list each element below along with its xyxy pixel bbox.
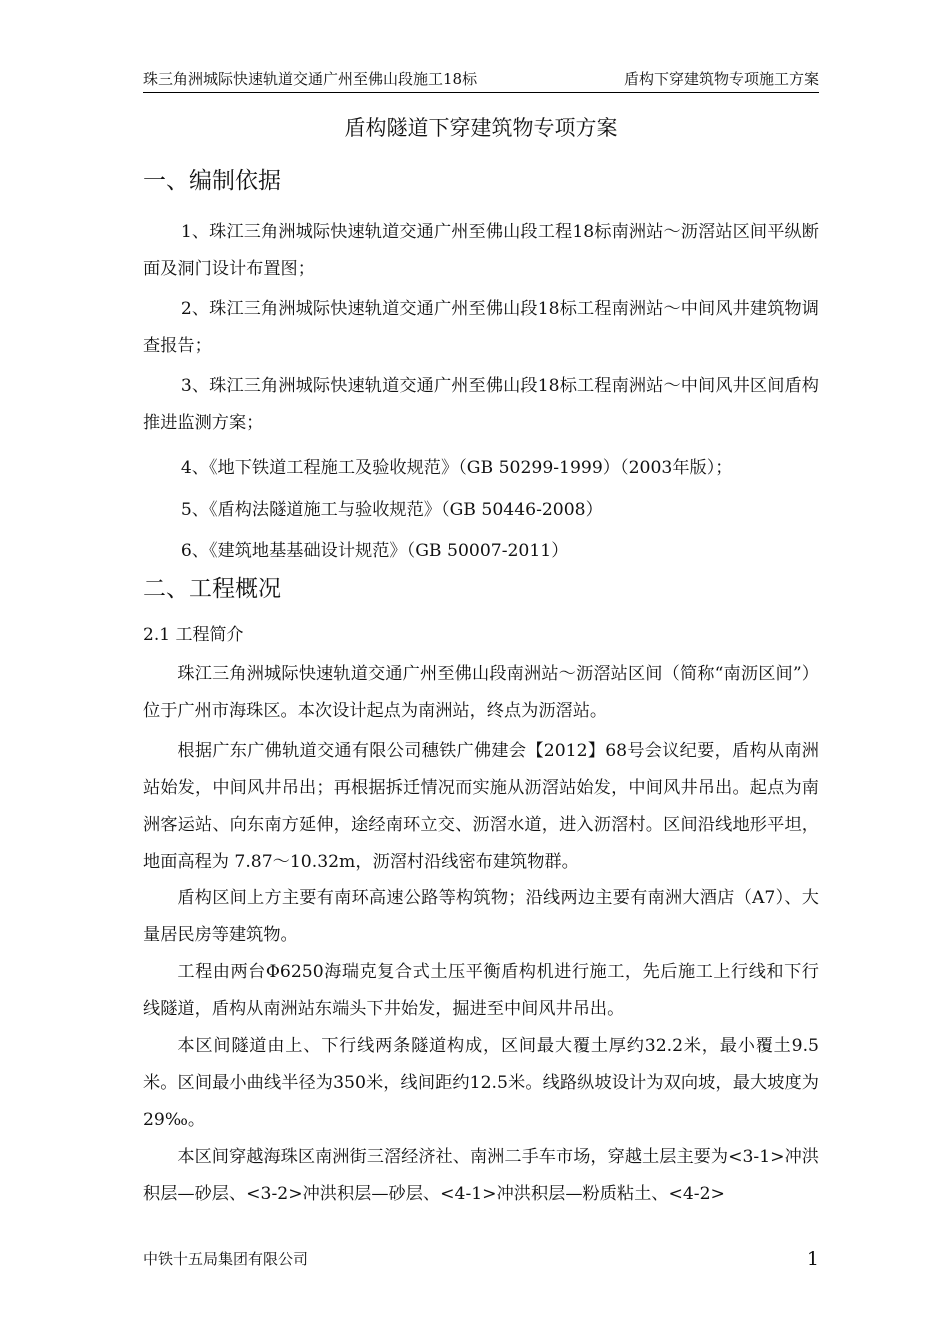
overview-paragraph-3: 盾构区间上方主要有南环高速公路等构筑物；沿线两边主要有南洲大酒店（A7）、大量居民房等建筑物。	[143, 888, 819, 945]
subsection-heading: 2.1 工程简介	[143, 625, 244, 645]
overview-paragraph-2: 根据广东广佛轨道交通有限公司穗铁广佛建会【2012】68号会议纪要，盾构从南洲站始发，中间风井吊出；再根据拆迁情况而实施从沥滘站始发，中间风井吊出。起点为南洲客运站、向东南方延伸，途经南环立交、沥滘水道，进入沥滘村。区间沿线地形平坦，地面高程为 7.87～10.32m，沥滘村沿线密布建筑物群。	[143, 741, 819, 872]
document-title: 盾构隧道下穿建筑物专项方案	[344, 116, 618, 140]
basis-item-3: 3、珠江三角洲城际快速轨道交通广州至佛山段18标工程南洲站～中间风井区间盾构推进监测方案；	[143, 376, 819, 433]
basis-item-6: 6、《建筑地基基础设计规范》（GB 50007-2011）	[180, 541, 569, 561]
overview-paragraph-1: 珠江三角洲城际快速轨道交通广州至佛山段南洲站～沥滘站区间（简称“南沥区间”）位于广州市海珠区。本次设计起点为南洲站，终点为沥滘站。	[143, 664, 819, 721]
section-heading-overview: 二、工程概况	[143, 576, 281, 602]
basis-item-5: 5、《盾构法隧道施工与验收规范》（GB 50446-2008）	[180, 500, 603, 520]
page-number: 1	[806, 1248, 819, 1270]
overview-paragraph-4: 工程由两台Φ6250海瑞克复合式土压平衡盾构机进行施工，先后施工上行线和下行线隧道，盾构从南洲站东端头下井始发，掘进至中间风井吊出。	[143, 962, 819, 1019]
overview-paragraph-6: 本区间穿越海珠区南洲街三滘经济社、南洲二手车市场，穿越土层主要为<3-1>冲洪积层—砂层、<3-2>冲洪积层—砂层、<4-1>冲洪积层—粉质粘土、<4-2>	[143, 1147, 819, 1204]
overview-paragraph-5: 本区间隧道由上、下行线两条隧道构成，区间最大覆土厚约32.2米，最小覆土9.5米。区间最小曲线半径为350米，线间距约12.5米。线路纵坡设计为双向坡，最大坡度为29‰。	[143, 1036, 819, 1130]
basis-item-2: 2、珠江三角洲城际快速轨道交通广州至佛山段18标工程南洲站～中间风井建筑物调查报告；	[143, 299, 819, 356]
footer-company: 中铁十五局集团有限公司	[143, 1250, 309, 1268]
page-header	[143, 66, 819, 93]
basis-item-1: 1、珠江三角洲城际快速轨道交通广州至佛山段工程18标南洲站～沥滘站区间平纵断面及洞门设计布置图；	[143, 222, 819, 279]
basis-item-4: 4、《地下铁道工程施工及验收规范》（GB 50299-1999）（2003年版）；	[180, 458, 733, 478]
section-heading-basis: 一、编制依据	[143, 168, 281, 194]
page-footer	[143, 1244, 819, 1274]
header-document-name: 盾构下穿建筑物专项施工方案	[623, 70, 819, 88]
header-project-name: 珠三角洲城际快速轨道交通广州至佛山段施工18标	[143, 70, 478, 88]
